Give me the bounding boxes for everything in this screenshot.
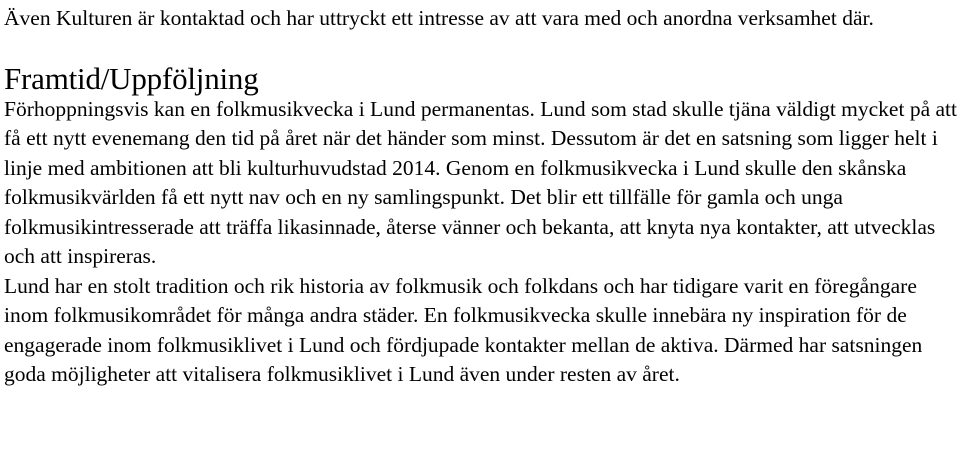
- body-paragraph-2: Lund har en stolt tradition och rik historia av folkmusik och folkdans och har tidigare varit en föregångare inom folkmusikområdet för många andra städer. En folkmusikvecka skulle innebära ny inspiration för de engagerade inom folkmusiklivet i Lund och fördjupade kontakter mellan de aktiva. Därmed har satsningen goda möjligheter att vitalisera folkmusiklivet i Lund även under resten av året.: [4, 273, 923, 386]
- section-heading: Framtid/Uppföljning: [4, 60, 259, 96]
- document-page: [4, 0, 958, 390]
- intro-paragraph: Även Kulturen är kontaktad och har uttryckt ett intresse av att vara med och anordna verksamhet där.: [4, 6, 874, 30]
- body-paragraph-1: Förhoppningsvis kan en folkmusikvecka i Lund permanentas. Lund som stad skulle tjäna väldigt mycket på att få ett nytt evenemang den tid på året när det händer som minst. Dessutom är det en satsning som ligger helt i linje med ambitionen att bli kulturhuvudstad 2014. Genom en folkmusikvecka i Lund skulle den skånska folkmusikvärlden få ett nytt nav och en ny samlingspunkt. Det blir ett tillfälle för gamla och unga folkmusikintresserade att träffa likasinnade, återse vänner och bekanta, att knyta nya kontakter, att utvecklas och att inspireras.: [4, 96, 957, 268]
